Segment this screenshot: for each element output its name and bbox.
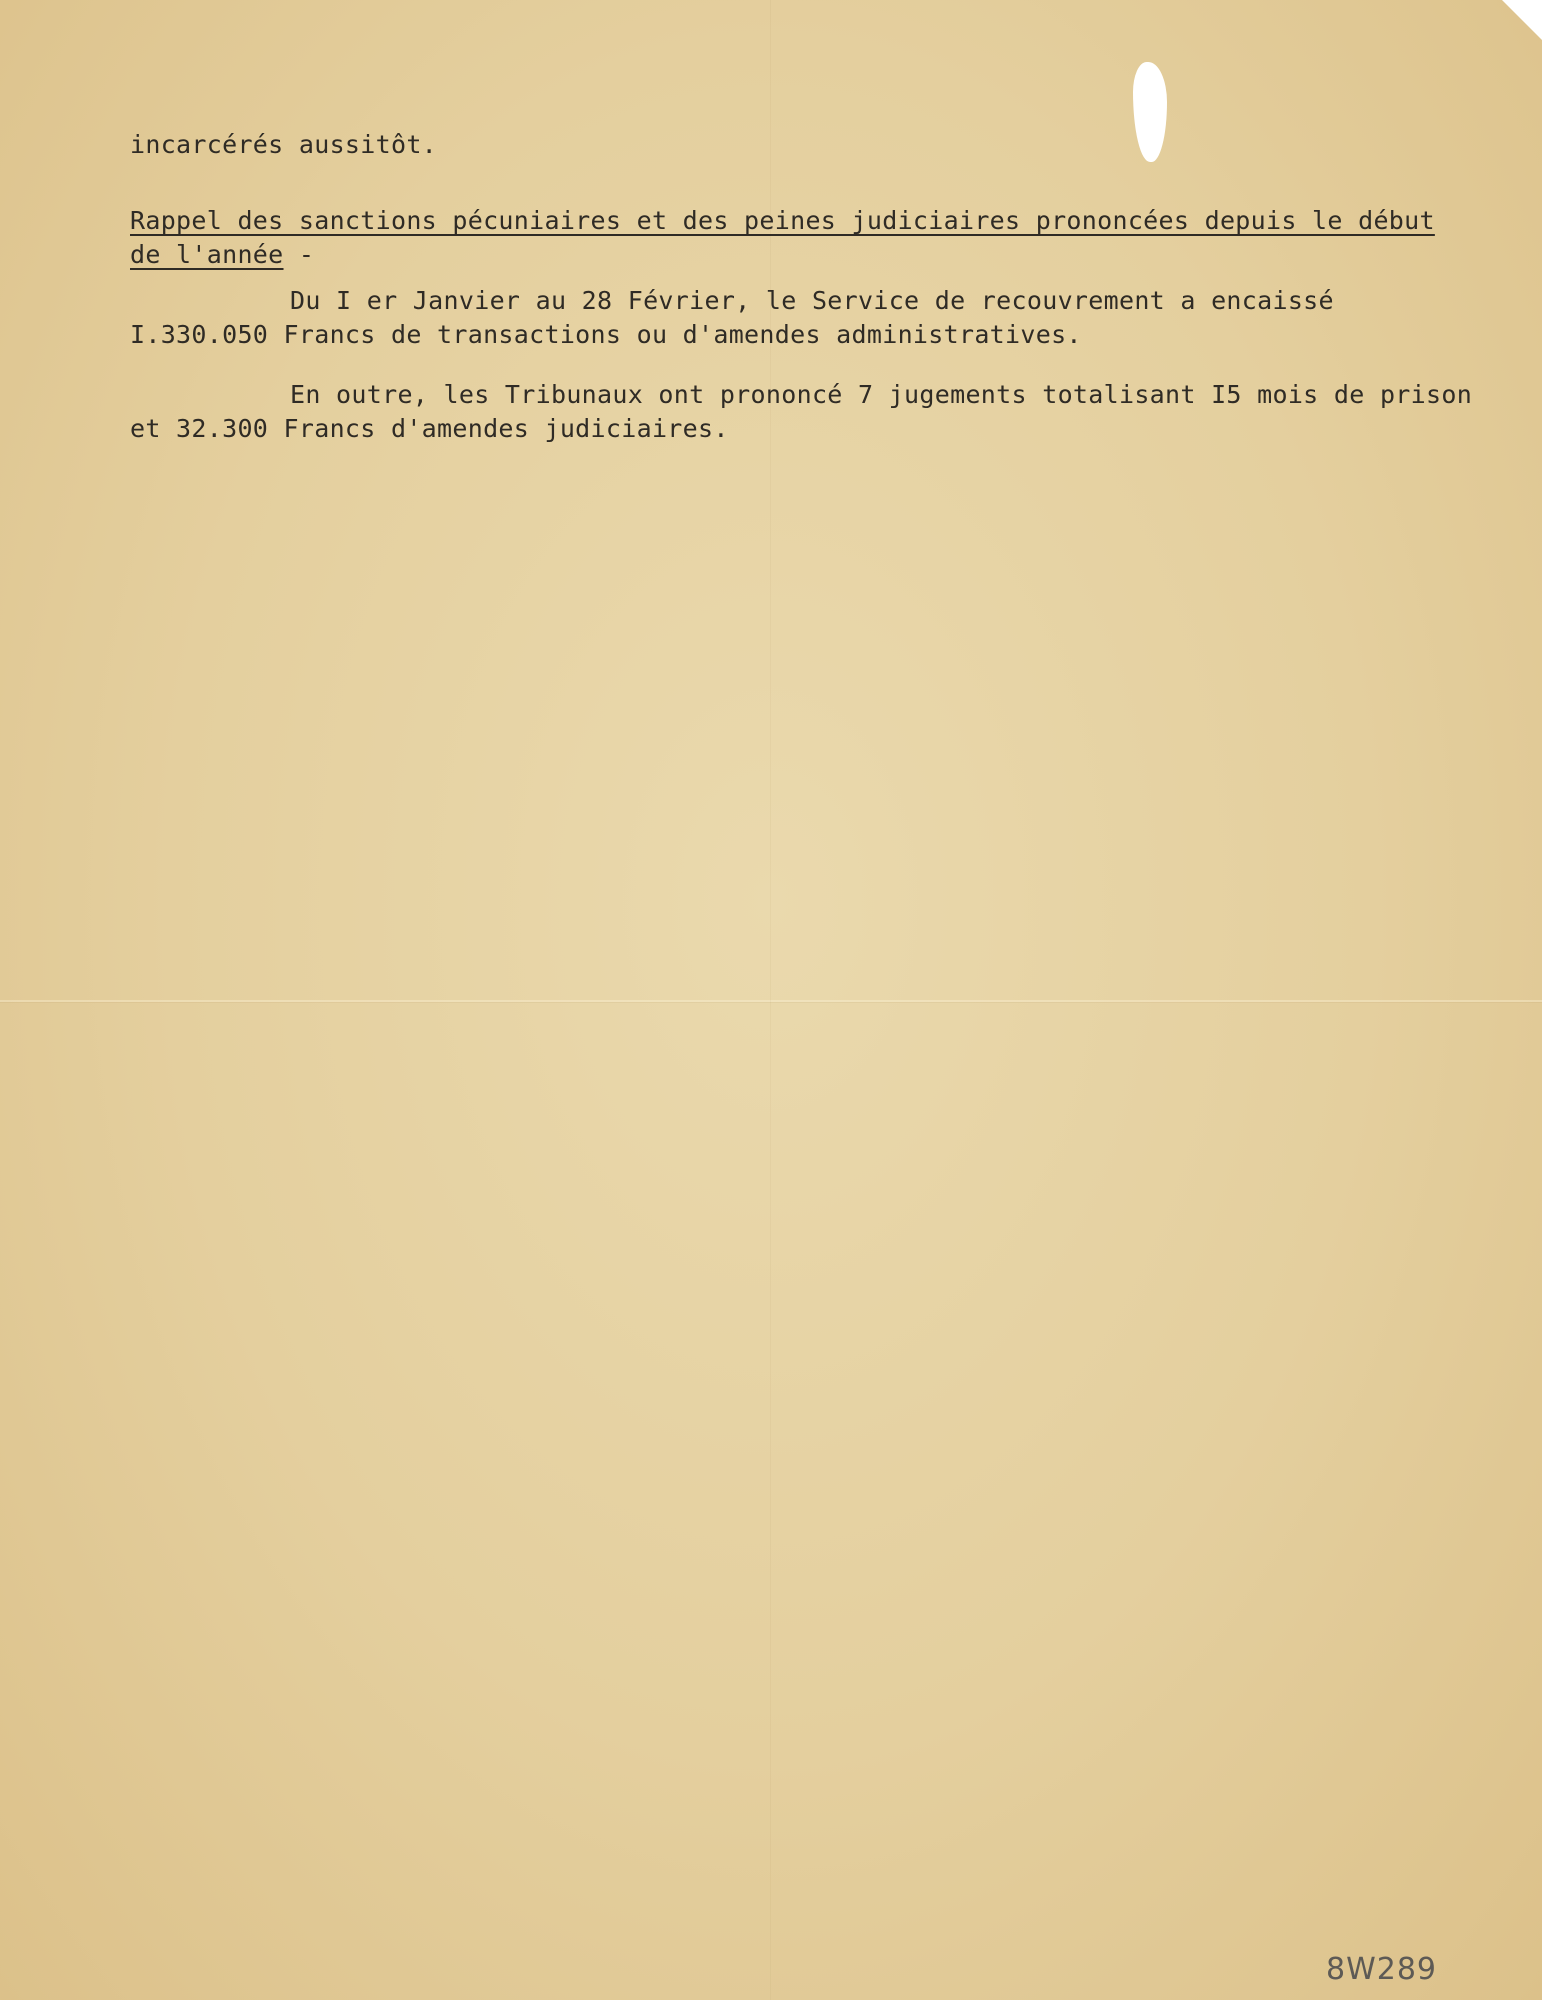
paragraph-1-line-1: Du I er Janvier au 28 Février, le Service de recouvrement a encaissé xyxy=(290,286,1334,315)
paper-tear xyxy=(1133,62,1167,162)
paragraph-1-line-2: I.330.050 Francs de transactions ou d'amendes administratives. xyxy=(130,320,1082,349)
torn-corner xyxy=(1502,0,1542,40)
section-heading-line-1: Rappel des sanctions pécuniaires et des peines judiciaires prononcées depuis le début xyxy=(130,206,1435,235)
section-heading-underlined-part: de l'année xyxy=(130,240,284,269)
text-line-1: incarcérés aussitôt. xyxy=(130,130,438,159)
section-heading-dash: - xyxy=(283,240,315,269)
paragraph-2-line-1: En outre, les Tribunaux ont prononcé 7 jugements totalisant I5 mois de prison xyxy=(290,380,1473,409)
paragraph-2-line-2: et 32.300 Francs d'amendes judiciaires. xyxy=(130,414,729,443)
section-heading-line-2 xyxy=(130,240,314,269)
archive-reference: 8W289 xyxy=(1326,1952,1438,1987)
paper-fold xyxy=(0,1000,1542,1002)
